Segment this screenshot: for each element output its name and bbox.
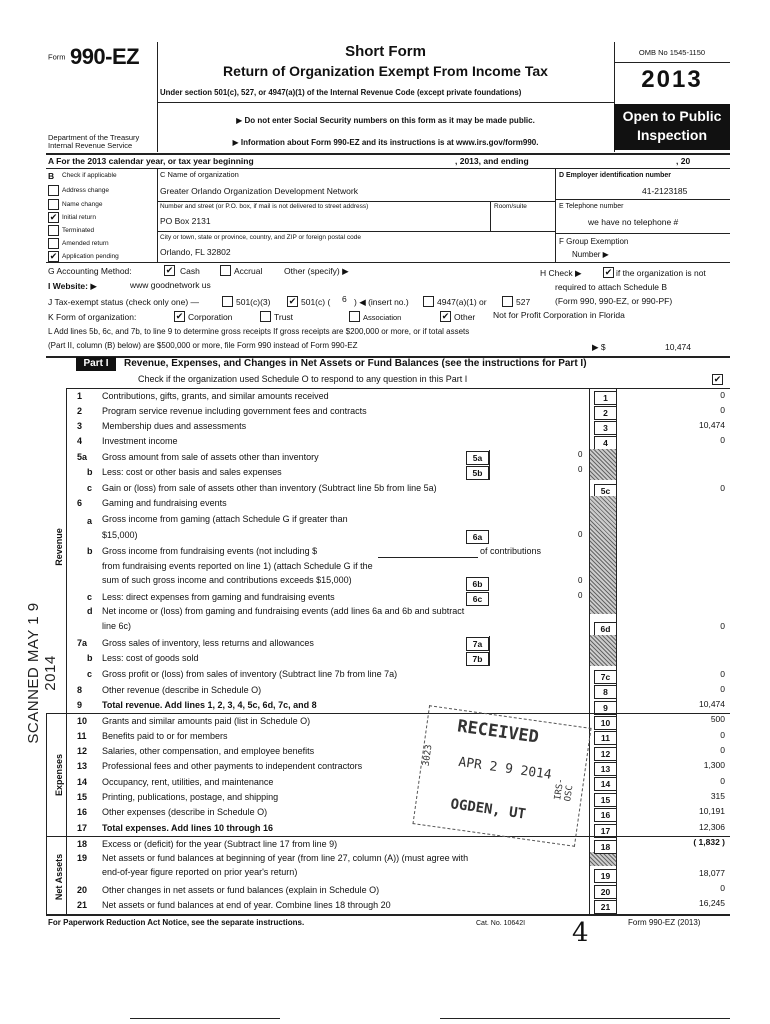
ein-label: D Employer identification number (559, 172, 672, 179)
line-2-num: 2 (77, 406, 83, 416)
line-17-num: 17 (77, 823, 88, 833)
ssn-notice: ▶ Do not enter Social Security numbers on this form as it may be made public. (236, 116, 535, 125)
line-20-box: 20 (594, 885, 617, 899)
line-l-text-1: L Add lines 5b, 6c, and 7b, to line 9 to determine gross receipts If gross receipts are $200,000 or more, or if total assets (48, 327, 470, 336)
line-7b-box: 7b (466, 652, 489, 666)
checkbox-501c3[interactable] (222, 296, 233, 307)
line-2-value[interactable]: 0 (720, 405, 725, 415)
line-10-num: 10 (77, 716, 88, 726)
checkbox-initial-return[interactable]: ✔ (49, 212, 58, 222)
line-1-box: 1 (594, 391, 617, 405)
line-21-desc: Net assets or fund balances at end of year. Combine lines 18 through 20 (102, 900, 391, 910)
checkbox-accrual[interactable] (220, 265, 231, 276)
line-7b-desc: Less: cost of goods sold (102, 653, 199, 663)
line-5b-desc: Less: cost or other basis and sales expenses (102, 467, 282, 477)
org-name-field[interactable]: Greater Orlando Organization Development Network (160, 186, 358, 196)
line-12-box: 12 (594, 747, 617, 761)
group-exemption-number: Number ▶ (572, 250, 609, 259)
tax-exempt-label: J Tax-exempt status (check only one) — (48, 297, 200, 307)
line-7a-num: 7a (77, 638, 88, 648)
line-6b-desc-1b: of contributions (480, 546, 542, 556)
label-initial-return: Initial return (62, 214, 96, 221)
line-5a-box: 5a (466, 451, 489, 465)
line-15-desc: Printing, publications, postage, and shipping (102, 792, 279, 802)
line-16-value[interactable]: 10,191 (699, 806, 725, 816)
line-14-box: 14 (594, 777, 617, 791)
insert-no-label: ) ◀ (insert no.) (354, 297, 409, 307)
line-6a-desc-1: Gross income from gaming (attach Schedule G if greater than (102, 514, 348, 524)
line-17-value[interactable]: 12,306 (699, 822, 725, 832)
line-4-num: 4 (77, 436, 83, 446)
line-6b-desc-1: Gross income from fundraising events (not including $ (102, 546, 318, 556)
label-address-change: Address change (62, 187, 109, 194)
form-prefix: Form (48, 52, 66, 62)
group-exemption-label: F Group Exemption (559, 237, 629, 246)
label-527: 527 (516, 297, 531, 307)
part-i-schedule-o-check: Check if the organization used Schedule O to respond to any question in this Part I (138, 374, 468, 384)
section-b-label: B (48, 171, 55, 181)
line-19-desc: Net assets or fund balances at beginning of year (from line 27, column (A)) (must agree with (102, 853, 469, 863)
line-5c-desc: Gain or (loss) from sale of assets other than inventory (Subtract line 5b from line 5a) (102, 483, 437, 493)
ein-field[interactable]: 41-2123185 (642, 186, 688, 196)
checkbox-cash[interactable]: ✔ (165, 265, 174, 275)
501c-number[interactable]: 6 (342, 294, 347, 304)
checkbox-association[interactable] (349, 311, 360, 322)
line-20-desc: Other changes in net assets or fund balances (explain in Schedule O) (102, 885, 380, 895)
line-6b-box: 6b (466, 577, 489, 591)
line-11-value[interactable]: 0 (720, 730, 725, 740)
checkbox-amended-return[interactable] (48, 238, 59, 249)
line-21-box: 21 (594, 900, 617, 914)
line-2-box: 2 (594, 406, 617, 420)
checkbox-corporation[interactable]: ✔ (175, 311, 184, 321)
line-11-box: 11 (594, 731, 617, 745)
line-15-box: 15 (594, 793, 617, 807)
received-date: APR 2 9 2014 (457, 754, 553, 783)
accounting-method-label: G Accounting Method: (48, 266, 132, 276)
gross-receipts-value[interactable]: 10,474 (665, 342, 691, 352)
line-3-value[interactable]: 10,474 (699, 420, 725, 430)
website-field[interactable]: www goodnetwork us (130, 280, 211, 290)
net-assets-side-label: Net Assets (54, 853, 64, 901)
line-5c-value[interactable]: 0 (720, 483, 725, 493)
label-4947a1: 4947(a)(1) or (437, 297, 487, 307)
line-13-box: 13 (594, 762, 617, 776)
checkbox-terminated[interactable] (48, 225, 59, 236)
line-6d-desc-1: Net income or (loss) from gaming and fundraising events (add lines 6a and 6b and subtract (102, 606, 465, 616)
line-6d-sub: d (87, 606, 93, 616)
line-6d-desc-2: line 6c) (102, 621, 132, 631)
line-6c-value[interactable]: 0 (578, 591, 583, 600)
accrual-label: Accrual (234, 266, 263, 276)
line-5a-value[interactable]: 0 (578, 450, 583, 459)
line-8-desc: Other revenue (describe in Schedule O) (102, 685, 262, 695)
street-field[interactable]: PO Box 2131 (160, 216, 211, 226)
received-location: OGDEN, UT (449, 796, 527, 823)
form-of-org-label: K Form of organization: (48, 312, 137, 322)
line-5a-num: 5a (77, 452, 88, 462)
line-a-label: A For the 2013 calendar year, or tax year beginning (48, 156, 254, 166)
line-1-value[interactable]: 0 (720, 390, 725, 400)
form-subtitle: Under section 501(c), 527, or 4947(a)(1) of the Internal Revenue Code (except private foundations) (160, 88, 522, 97)
received-code-2: IRS-OSC (553, 777, 576, 803)
line-h-text-3: (Form 990, 990-EZ, or 990-PF) (555, 296, 673, 306)
line-7c-box: 7c (594, 670, 617, 684)
line-16-desc: Other expenses (describe in Schedule O) (102, 807, 268, 817)
org-name-label: C Name of organization (160, 170, 239, 179)
line-13-desc: Professional fees and other payments to independent contractors (102, 761, 363, 771)
line-5b-value[interactable]: 0 (578, 465, 583, 474)
received-text: RECEIVED (456, 716, 540, 748)
shaded-cell-6 (590, 496, 616, 614)
checkbox-trust[interactable] (260, 311, 271, 322)
other-org-text[interactable]: Not for Profit Corporation in Florida (493, 310, 625, 320)
line-a-twenty: , 20 (676, 156, 691, 166)
received-stamp (412, 705, 591, 847)
line-6a-value[interactable]: 0 (578, 530, 583, 539)
line-19-num: 19 (77, 853, 88, 863)
line-14-num: 14 (77, 777, 88, 787)
website-label: I Website: ▶ (48, 281, 97, 291)
line-1-desc: Contributions, gifts, grants, and similar amounts received (102, 391, 329, 401)
footer-paperwork-notice: For Paperwork Reduction Act Notice, see the separate instructions. (48, 918, 305, 927)
line-13-value[interactable]: 1,300 (703, 760, 725, 770)
footer-form-id: Form 990-EZ (2013) (628, 918, 701, 927)
label-trust: Trust (274, 312, 294, 322)
line-16-box: 16 (594, 808, 617, 822)
label-other-org: Other (454, 312, 476, 322)
street-label: Number and street (or P.O. box, if mail is not delivered to street address) (160, 203, 369, 210)
line-6b-desc-2: from fundraising events reported on line 1) (attach Schedule G if the (102, 561, 373, 571)
line-12-value[interactable]: 0 (720, 745, 725, 755)
line-11-desc: Benefits paid to or for members (102, 731, 228, 741)
line-20-num: 20 (77, 885, 88, 895)
checkbox-4947a1[interactable] (423, 296, 434, 307)
line-8-box: 8 (594, 685, 617, 699)
line-21-value[interactable]: 16,245 (699, 898, 725, 908)
expenses-side-label: Expenses (54, 753, 64, 797)
line-6b-sub: b (87, 546, 93, 556)
line-l-text-2: (Part II, column (B) below) are $500,000 or more, file Form 990 instead of Form 990-EZ (48, 341, 358, 350)
line-15-value[interactable]: 315 (710, 791, 725, 801)
line-4-desc: Investment income (102, 436, 178, 446)
scan-edge-mark-2 (440, 1018, 730, 1019)
line-15-num: 15 (77, 792, 88, 802)
line-6c-sub: c (87, 592, 93, 602)
checkbox-schedule-b[interactable]: ✔ (604, 267, 613, 277)
part-i-title: Revenue, Expenses, and Changes in Net Assets or Fund Balances (see the instructions for Part I) (124, 358, 587, 369)
form-title: Return of Organization Exempt From Income Tax (223, 63, 548, 79)
line-12-num: 12 (77, 746, 88, 756)
line-13-num: 13 (77, 761, 88, 771)
checkbox-501c[interactable]: ✔ (288, 296, 297, 306)
line-6a-sub: a (87, 516, 93, 526)
form-number: 990-EZ (69, 44, 140, 69)
room-suite-label: Room/suite (494, 203, 527, 210)
line-8-num: 8 (77, 685, 83, 695)
line-14-desc: Occupancy, rent, utilities, and maintenance (102, 777, 274, 787)
line-a-ending: , 2013, and ending (455, 156, 529, 166)
footer-cat-no: Cat. No. 10642I (476, 920, 526, 927)
cash-label: Cash (180, 266, 200, 276)
open-to-public-badge (614, 104, 730, 150)
line-7c-value[interactable]: 0 (720, 669, 725, 679)
line-7c-desc: Gross profit or (loss) from sales of inventory (Subtract line 7b from line 7a) (102, 669, 398, 679)
line-7a-desc: Gross sales of inventory, less returns and allowances (102, 638, 314, 648)
line-7b-sub: b (87, 653, 93, 663)
revenue-side-label: Revenue (54, 528, 64, 566)
line-6a-box: 6a (466, 530, 489, 544)
line-3-box: 3 (594, 421, 617, 435)
line-6c-box: 6c (466, 592, 489, 606)
line-9-num: 9 (77, 700, 83, 710)
label-association: Association (363, 313, 402, 322)
label-terminated: Terminated (62, 227, 95, 234)
phone-label: E Telephone number (559, 203, 624, 210)
open-line-1: Open to Public (622, 108, 722, 124)
line-6-num: 6 (77, 498, 83, 508)
line-6b-desc-3: sum of such gross income and contributions exceeds $15,000) (102, 575, 352, 585)
line-6-desc: Gaming and fundraising events (102, 498, 227, 508)
line-10-desc: Grants and similar amounts paid (list in Schedule O) (102, 716, 311, 726)
line-5c-box: 5c (594, 484, 617, 498)
line-17-desc: Total expenses. Add lines 10 through 16 (102, 823, 274, 833)
line-l-dollar: ▶ $ (592, 342, 606, 352)
line-6d-box: 6d (594, 622, 617, 636)
line-21-num: 21 (77, 900, 88, 910)
line-14-value[interactable]: 0 (720, 776, 725, 786)
line-2-desc: Program service revenue including government fees and contracts (102, 406, 367, 416)
line-h-check: H Check ▶ (540, 268, 582, 278)
line-16-num: 16 (77, 807, 88, 817)
label-application-pending: Application pending (62, 253, 119, 260)
line-20-value[interactable]: 0 (720, 883, 725, 893)
shaded-cell-19 (590, 852, 616, 866)
label-name-change: Name change (62, 201, 103, 208)
checkbox-application-pending[interactable]: ✔ (49, 251, 58, 261)
line-19-value[interactable]: 18,077 (699, 868, 725, 878)
line-6c-desc: Less: direct expenses from gaming and fundraising events (102, 592, 335, 602)
line-18-value[interactable]: ( 1,832 ) (693, 837, 725, 847)
line-9-desc: Total revenue. Add lines 1, 2, 3, 4, 5c, 6d, 7c, and 8 (102, 700, 317, 710)
line-9-box: 9 (594, 701, 617, 715)
scan-edge-mark (130, 1018, 280, 1019)
scanned-stamp: SCANNED MAY 1 9 2014 (25, 602, 59, 744)
line-10-box: 10 (594, 716, 617, 730)
line-5a-desc: Gross amount from sale of assets other than inventory (102, 452, 319, 462)
tax-year: 2013 (641, 66, 703, 93)
dept-line-1: Department of the Treasury (48, 133, 140, 142)
handwritten-page-number: 4 (572, 918, 589, 948)
label-corporation: Corporation (188, 312, 233, 322)
line-4-value[interactable]: 0 (720, 435, 725, 445)
form-number-block (48, 44, 139, 70)
line-18-desc: Excess or (deficit) for the year (Subtract line 17 from line 9) (102, 839, 338, 849)
omb-number: OMB No 1545-1150 (638, 48, 706, 57)
dept-line-2: Internal Revenue Service (48, 141, 133, 150)
line-9-value[interactable]: 10,474 (699, 699, 725, 709)
line-6d-value[interactable]: 0 (720, 621, 725, 631)
line-7a-box: 7a (466, 637, 489, 651)
line-6b-value[interactable]: 0 (578, 576, 583, 585)
shaded-cell-5ab (590, 449, 616, 480)
checkbox-name-change[interactable] (48, 199, 59, 210)
line-1-num: 1 (77, 391, 83, 401)
line-3-desc: Membership dues and assessments (102, 421, 247, 431)
line-5b-sub: b (87, 467, 93, 477)
line-12-desc: Salaries, other compensation, and employee benefits (102, 746, 315, 756)
line-6a-desc-2: $15,000) (102, 530, 138, 540)
line-10-value[interactable]: 500 (710, 714, 725, 724)
city-field[interactable]: Orlando, FL 32802 (160, 247, 231, 257)
line-19-box: 19 (594, 869, 617, 883)
line-5b-box: 5b (466, 466, 489, 480)
line-19-desc-2: end-of-year figure reported on prior year's return) (102, 867, 298, 877)
line-11-num: 11 (77, 731, 87, 741)
other-method-label: Other (specify) ▶ (284, 266, 349, 276)
part-i-badge: Part I (76, 357, 116, 371)
section-b-check-if: Check if applicable (62, 172, 117, 179)
line-18-box: 18 (594, 840, 617, 854)
label-501c3: 501(c)(3) (236, 297, 271, 307)
received-code-1: 3023 (421, 744, 435, 767)
open-line-2: Inspection (636, 127, 707, 143)
label-501c: 501(c) ( (301, 297, 331, 307)
shaded-cell-7ab (590, 635, 616, 666)
short-form-label: Short Form (345, 43, 426, 60)
line-h-text: if the organization is not (616, 268, 706, 278)
line-8-value[interactable]: 0 (720, 684, 725, 694)
line-3-num: 3 (77, 421, 83, 431)
checkbox-527[interactable] (502, 296, 513, 307)
city-label: City or town, state or province, country, and ZIP or foreign postal code (160, 234, 361, 241)
checkbox-part-i-schedule-o[interactable]: ✔ (713, 374, 722, 384)
line-4-box: 4 (594, 436, 617, 450)
info-notice: ▶ Information about Form 990-EZ and its instructions is at www.irs.gov/form990. (232, 138, 539, 147)
phone-field[interactable]: we have no telephone # (588, 217, 679, 227)
label-amended-return: Amended return (62, 240, 109, 247)
checkbox-other-org[interactable]: ✔ (441, 311, 450, 321)
line-7c-sub: c (87, 669, 93, 679)
line-18-num: 18 (77, 839, 88, 849)
line-5c-sub: c (87, 483, 93, 493)
line-17-box: 17 (594, 824, 617, 838)
line-h-text-2: required to attach Schedule B (555, 282, 667, 292)
checkbox-address-change[interactable] (48, 185, 59, 196)
